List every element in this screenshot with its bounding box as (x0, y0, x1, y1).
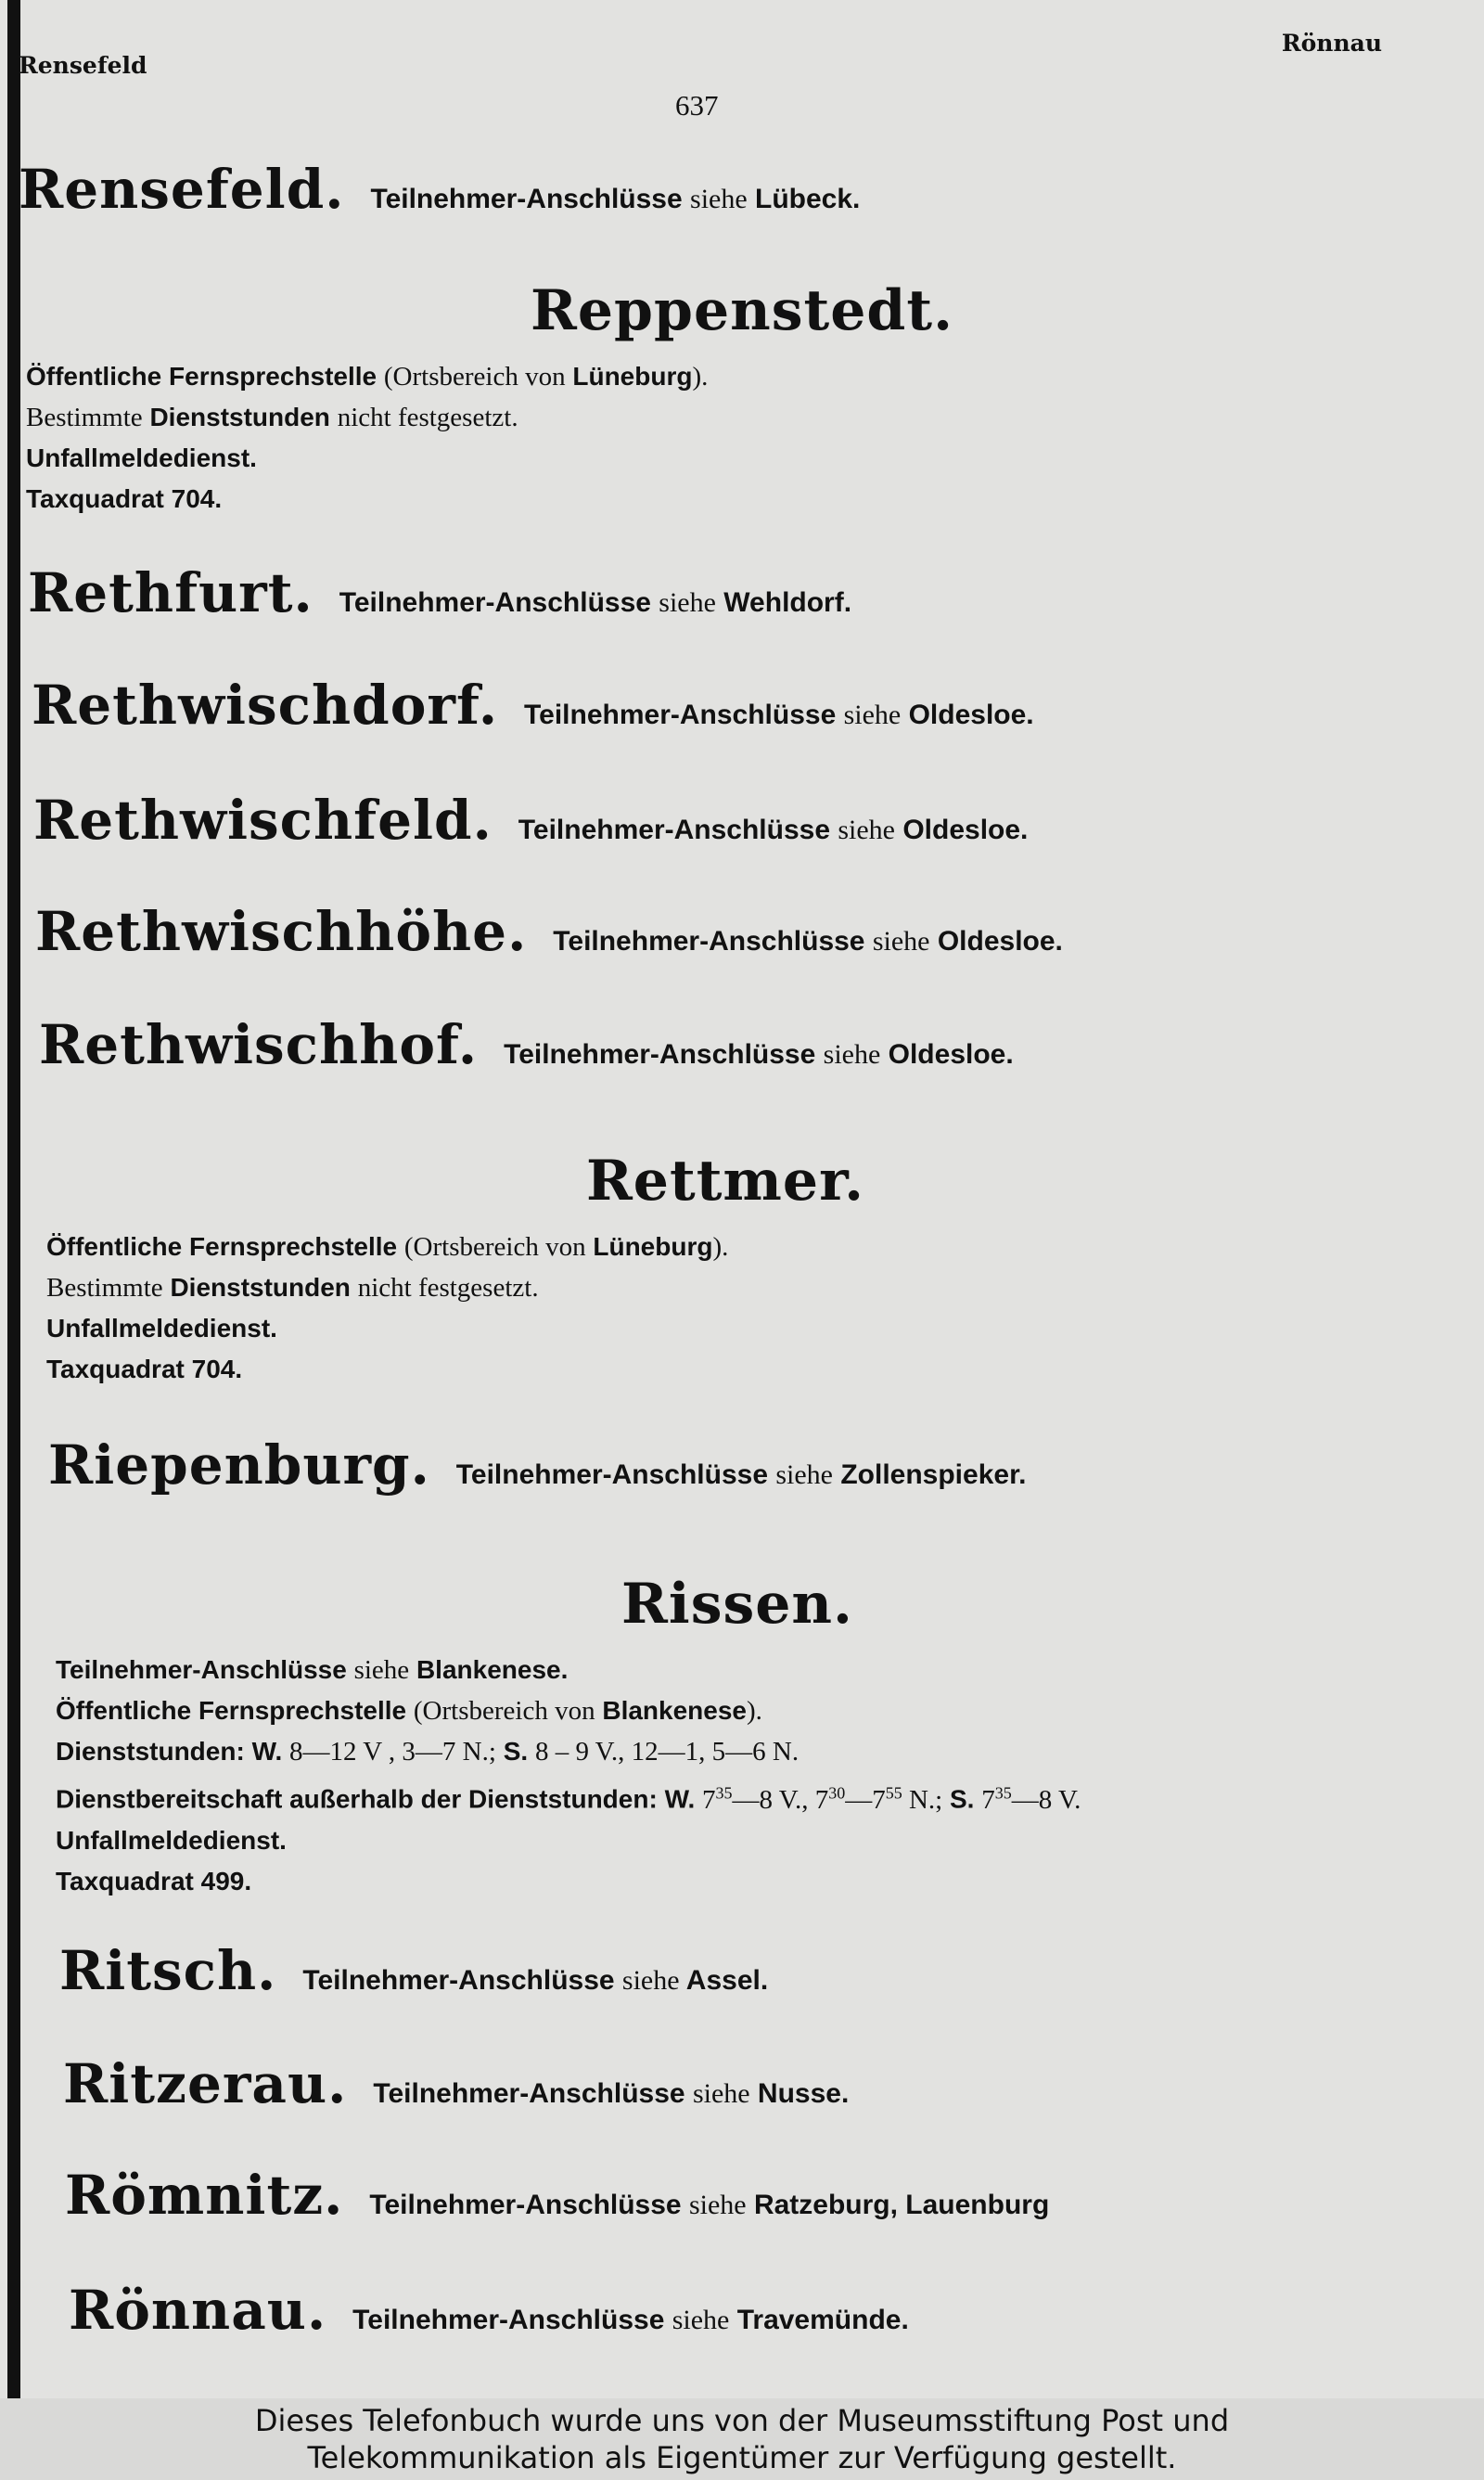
entry-place: Rethwischhöhe. (35, 900, 528, 963)
entry-roennau (69, 2279, 909, 2342)
section-heading-reppenstedt: Reppenstedt. (531, 278, 953, 343)
entry-rensefeld (19, 158, 860, 221)
section-heading-rettmer: Rettmer. (585, 1149, 865, 1214)
entry-place: Ritsch. (59, 1939, 277, 2002)
entry-rethwischhof (39, 1013, 1014, 1076)
entry-rethfurt (28, 561, 851, 624)
entry-rethwischdorf (32, 674, 1034, 737)
footer-line-2: Telekommunikation als Eigentümer zur Verfügung gestellt. (307, 2440, 1177, 2475)
entry-reference: Teilnehmer-Anschlüsse siehe Assel. (302, 1965, 769, 1996)
entry-reference: Teilnehmer-Anschlüsse siehe Zollenspieker. (455, 1459, 1027, 1490)
body-line: Öffentliche Fernsprechstelle (Ortsbereich von Blankenese). (56, 1696, 762, 1726)
section-heading-rissen: Rissen. (621, 1572, 853, 1637)
body-line: Öffentliche Fernsprechstelle (Ortsbereich von Lüneburg). (26, 362, 709, 392)
entry-reference: Teilnehmer-Anschlüsse siehe Oldesloe. (518, 815, 1029, 845)
body-line: Bestimmte Dienststunden nicht festgesetzt. (46, 1273, 539, 1303)
entry-place: Rönnau. (69, 2279, 327, 2342)
entry-place: Ritzerau. (63, 2052, 348, 2115)
section-body-rissen (56, 1650, 1081, 1902)
entry-place: Rensefeld. (19, 158, 345, 221)
entry-reference: Teilnehmer-Anschlüsse siehe Oldesloe. (553, 926, 1063, 957)
entry-riepenburg (48, 1433, 1026, 1497)
entry-place: Riepenburg. (48, 1433, 430, 1497)
entry-place: Rethfurt. (28, 561, 313, 624)
body-line: Dienstbereitschaft außerhalb der Dienststunden: W. $7^{35}—8$ V., $7^{30}—7^{55}$ N.; S. $7^{35}—8$ V. (56, 1783, 1081, 1815)
body-line: Unfallmeldedienst. (26, 443, 257, 472)
entry-rethwischhoehe (35, 900, 1063, 963)
running-header-right: Rönnau (1281, 30, 1382, 57)
entry-place: Rethwischdorf. (32, 674, 499, 737)
body-line: Unfallmeldedienst. (56, 1825, 287, 1855)
section-body-rettmer (46, 1227, 728, 1390)
body-line: Bestimmte Dienststunden nicht festgesetzt. (26, 403, 518, 432)
section-body-reppenstedt (26, 356, 708, 520)
body-line: Öffentliche Fernsprechstelle (Ortsbereich von Lüneburg). (46, 1232, 729, 1262)
entry-reference: Teilnehmer-Anschlüsse siehe Wehldorf. (339, 587, 852, 618)
entry-place: Römnitz. (65, 2164, 344, 2227)
entry-reference: Teilnehmer-Anschlüsse siehe Oldesloe. (524, 700, 1034, 730)
entry-reference: Teilnehmer-Anschlüsse siehe Lübeck. (370, 184, 861, 214)
entry-rethwischfeld (33, 789, 1028, 852)
entry-roemnitz (65, 2164, 1049, 2227)
running-header-left: Rensefeld (19, 52, 147, 79)
entry-reference: Teilnehmer-Anschlüsse siehe Ratzeburg, Lauenburg (369, 2190, 1050, 2220)
entry-place: Rethwischfeld. (33, 789, 493, 852)
entry-reference: Teilnehmer-Anschlüsse siehe Travemünde. (352, 2305, 909, 2335)
body-line: Unfallmeldedienst. (46, 1314, 277, 1343)
entry-ritsch (59, 1939, 768, 2002)
entry-ritzerau (63, 2052, 849, 2115)
body-line: Dienststunden: W. 8—12 V , 3—7 N.; S. 8 – 9 V., 12—1, 5—6 N. (56, 1737, 800, 1767)
entry-reference: Teilnehmer-Anschlüsse siehe Oldesloe. (504, 1039, 1014, 1070)
body-line: Taxquadrat 704. (26, 484, 223, 513)
body-line: Teilnehmer-Anschlüsse siehe Blankenese. (56, 1655, 569, 1685)
attribution-footer (0, 2398, 1484, 2480)
entry-reference: Teilnehmer-Anschlüsse siehe Nusse. (373, 2078, 850, 2109)
footer-line-1: Dieses Telefonbuch wurde uns von der Museumsstiftung Post und (254, 2403, 1230, 2438)
page-number: 637 (675, 89, 719, 122)
body-line: Taxquadrat 704. (46, 1355, 243, 1383)
body-line: Taxquadrat 499. (56, 1866, 252, 1895)
entry-place: Rethwischhof. (39, 1013, 479, 1076)
